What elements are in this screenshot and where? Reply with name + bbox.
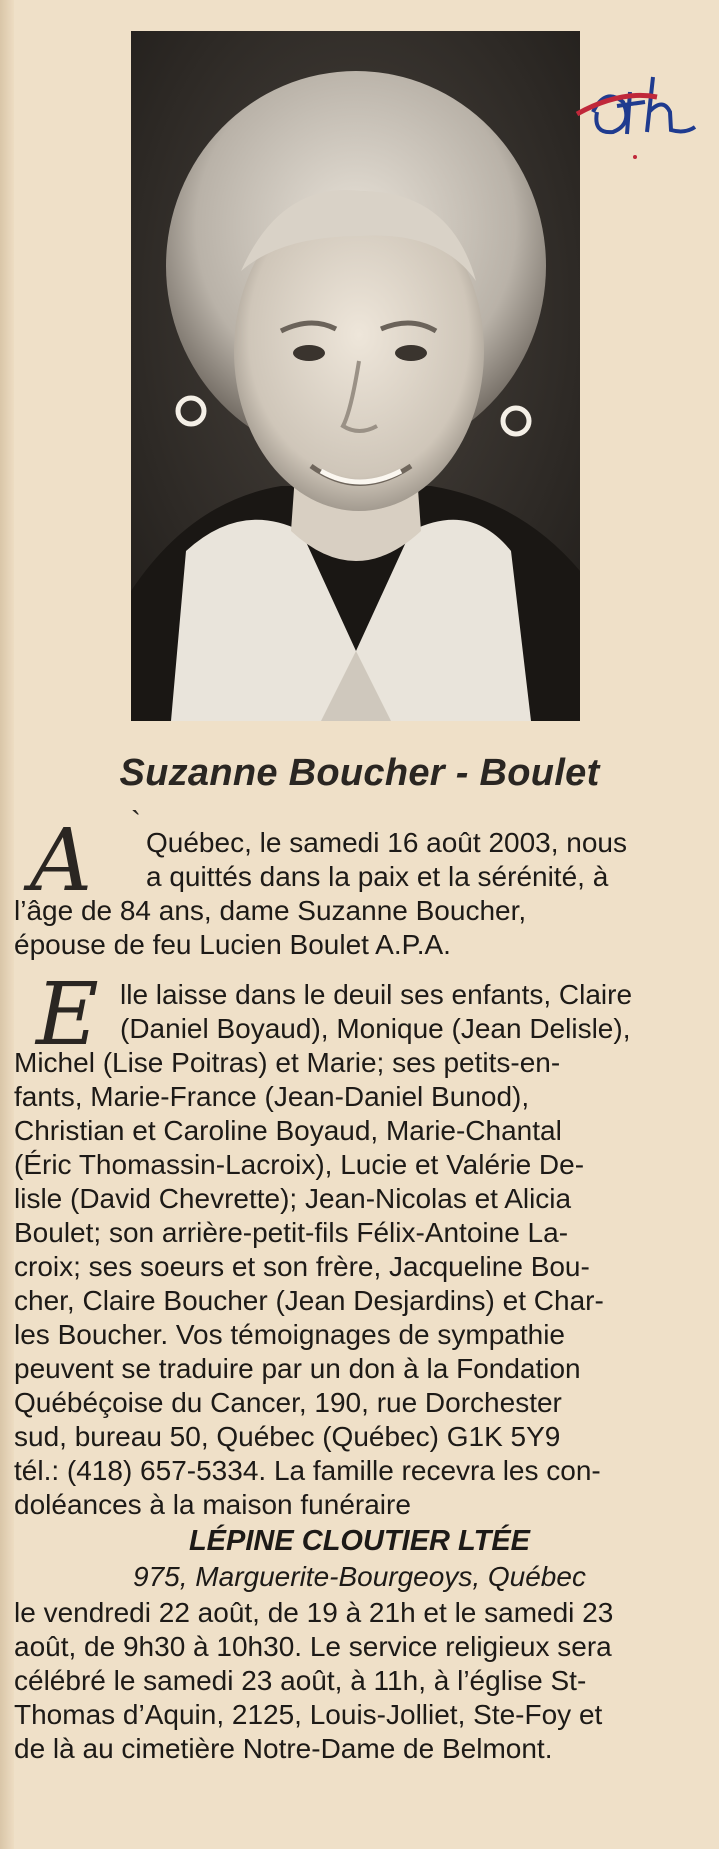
drop-cap-a: A	[30, 811, 93, 911]
portrait-photo	[131, 31, 580, 721]
text-line: lisle (David Chevrette); Jean-Nicolas et Alicia	[14, 1183, 572, 1214]
text-line: de là au cimetière Notre-Dame de Belmont.	[14, 1733, 553, 1764]
text-line: (Daniel Boyaud), Monique (Jean Delisle),	[120, 1013, 631, 1044]
text-line: croix; ses soeurs et son frère, Jacqueline Bou-	[14, 1251, 590, 1282]
text-line: a quittés dans la paix et la sérénité, à	[146, 861, 609, 892]
text-line: doléances à la maison funéraire	[14, 1489, 411, 1520]
text-line: sud, bureau 50, Québec (Québec) G1K 5Y9	[14, 1421, 561, 1452]
text-line: Thomas d’Aquin, 2125, Louis-Jolliet, Ste-Foy et	[14, 1699, 603, 1730]
funeral-home-name: LÉPINE CLOUTIER LTÉE	[188, 1525, 531, 1557]
text-line: août, de 9h30 à 10h30. Le service religieux sera	[14, 1631, 612, 1662]
text-line: épouse de feu Lucien Boulet A.P.A.	[14, 929, 451, 960]
text-line: cher, Claire Boucher (Jean Desjardins) et Char-	[14, 1285, 604, 1316]
text-line: Michel (Lise Poitras) et Marie; ses petits-en-	[14, 1047, 561, 1078]
text-line: tél.: (418) 657-5334. La famille recevra les con-	[14, 1455, 601, 1486]
text-line: peuvent se traduire par un don à la Fondation	[14, 1353, 581, 1384]
text-line: Québéçoise du Cancer, 190, rue Dorchester	[14, 1387, 562, 1418]
text-line: fants, Marie-France (Jean-Daniel Bunod),	[14, 1081, 530, 1112]
drop-cap-accent: `	[131, 806, 141, 839]
drop-cap-e: E	[36, 965, 99, 1065]
text-line: le vendredi 22 août, de 19 à 21h et le samedi 23	[14, 1597, 614, 1628]
text-line: Boulet; son arrière-petit-fils Félix-Antoine La-	[14, 1217, 569, 1248]
text-line: Québec, le samedi 16 août 2003, nous	[146, 827, 628, 858]
text-line: les Boucher. Vos témoignages de sympathie	[14, 1319, 566, 1350]
obituary-name: Suzanne Boucher - Boulet	[119, 752, 600, 794]
text-line: l’âge de 84 ans, dame Suzanne Boucher,	[14, 895, 527, 926]
text-line: célébré le samedi 23 août, à 11h, à l’église St-	[14, 1665, 587, 1696]
funeral-home-address: 975, Marguerite-Bourgeoys, Québec	[133, 1561, 586, 1592]
text-line: lle laisse dans le deuil ses enfants, Claire	[120, 979, 633, 1010]
text-line: (Éric Thomassin-Lacroix), Lucie et Valérie De-	[14, 1149, 585, 1180]
text-line: Christian et Caroline Boyaud, Marie-Chantal	[14, 1115, 562, 1146]
handwritten-annotation	[575, 72, 705, 162]
